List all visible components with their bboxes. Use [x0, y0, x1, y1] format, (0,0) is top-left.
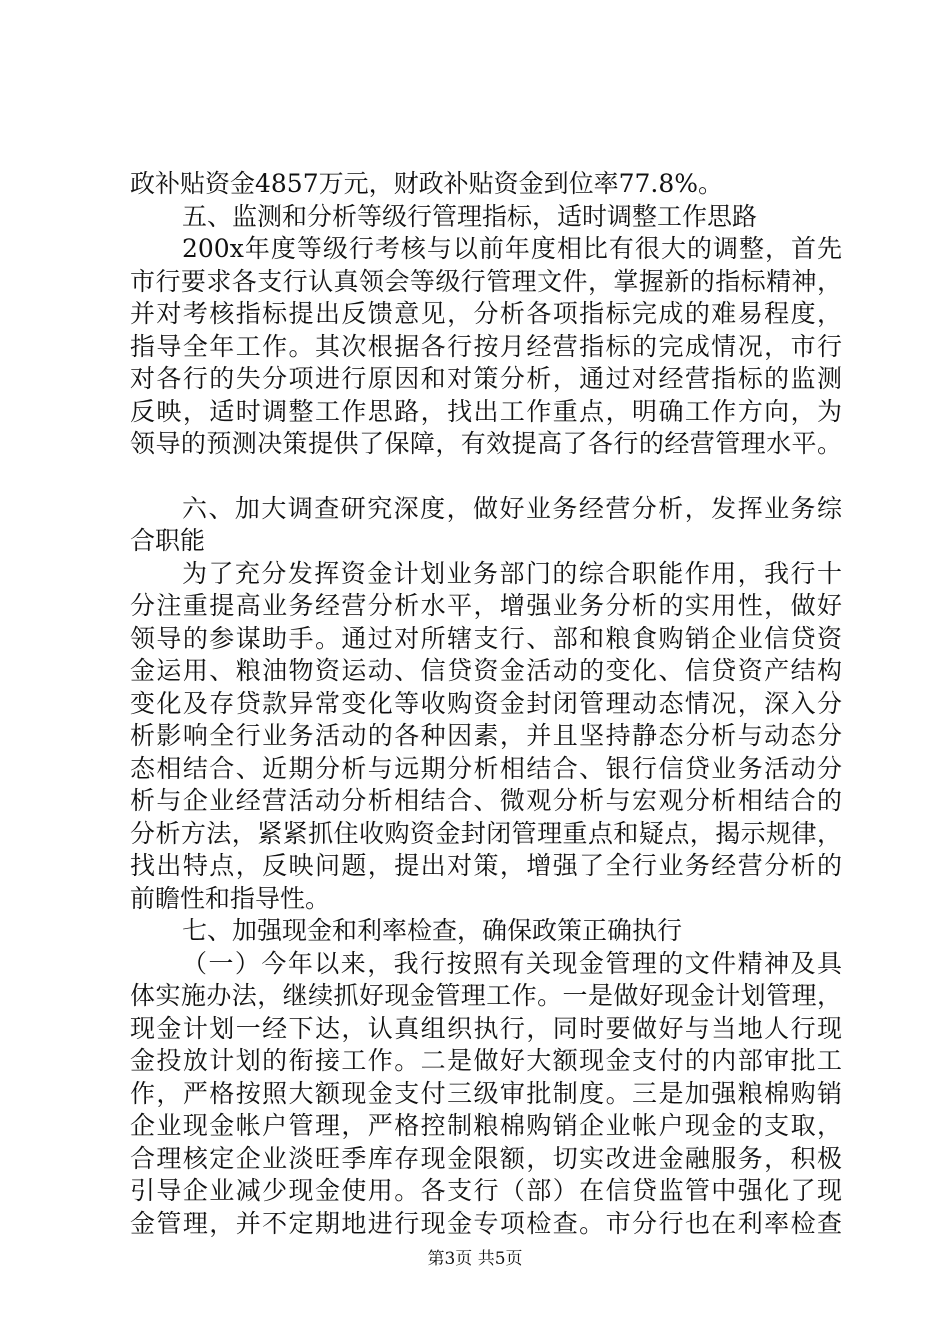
text-line: 分析方法，紧紧抓住收购资金封闭管理重点和疑点，揭示规律， — [130, 818, 842, 848]
text-line: 合理核定企业淡旺季库存现金限额，切实改进金融服务，积极 — [130, 1143, 842, 1173]
text-line: （一）今年以来，我行按照有关现金管理的文件精神及具 — [182, 948, 842, 978]
text-line: 变化及存贷款异常变化等收购资金封闭管理动态情况，深入分 — [130, 688, 842, 718]
text-line: 金运用、粮油物资运动、信贷资金活动的变化、信贷资产结构 — [130, 656, 842, 685]
text-line: 200x年度等级行考核与以前年度相比有很大的调整，首先 — [182, 234, 842, 263]
text-line: 现金计划一经下达，认真组织执行，同时要做好与当地人行现 — [130, 1013, 842, 1043]
text-line: 七、加强现金和利率检查，确保政策正确执行 — [182, 916, 683, 945]
text-line: 体实施办法，继续抓好现金管理工作。一是做好现金计划管理， — [130, 981, 842, 1010]
text-line: 五、监测和分析等级行管理指标，适时调整工作思路 — [182, 201, 758, 231]
text-line: 析影响全行业务活动的各种因素，并且坚持静态分析与动态分 — [130, 721, 842, 750]
document-body — [130, 168, 842, 1240]
text-line: 前瞻性和指导性。 — [130, 883, 331, 913]
text-line: 六、加大调查研究深度，做好业务经营分析，发挥业务综 — [182, 493, 842, 523]
text-line: 为了充分发挥资金计划业务部门的综合职能作用，我行十 — [182, 558, 842, 588]
text-line: 金管理，并不定期地进行现金专项检查。市分行也在利率检查 — [130, 1208, 842, 1238]
text-line: 市行要求各支行认真领会等级行管理文件，掌握新的指标精神， — [130, 266, 842, 296]
text-line: 领导的参谋助手。通过对所辖支行、部和粮食购销企业信贷资 — [130, 623, 842, 653]
text-line: 态相结合、近期分析与远期分析相结合、银行信贷业务活动分 — [130, 753, 842, 783]
text-line: 企业现金帐户管理，严格控制粮棉购销企业帐户现金的支取， — [130, 1111, 842, 1140]
text-line: 合职能 — [130, 526, 206, 555]
text-line: 金投放计划的衔接工作。二是做好大额现金支付的内部审批工 — [130, 1046, 842, 1075]
page-footer: 第3页 共5页 — [427, 1249, 523, 1269]
text-line: 领导的预测决策提供了保障，有效提高了各行的经营管理水平。 — [130, 429, 842, 458]
text-line: 找出特点，反映问题，提出对策，增强了全行业务经营分析的 — [130, 851, 842, 880]
text-line: 引导企业减少现金使用。各支行（部）在信贷监管中强化了现 — [130, 1176, 842, 1205]
paragraph-gap — [130, 461, 842, 493]
text-line: 析与企业经营活动分析相结合、微观分析与宏观分析相结合的 — [130, 786, 842, 815]
text-line: 分注重提高业务经营分析水平，增强业务分析的实用性，做好 — [130, 591, 842, 620]
text-line: 对各行的失分项进行原因和对策分析，通过对经营指标的监测 — [130, 364, 842, 393]
text-line: 反映，适时调整工作思路，找出工作重点，明确工作方向，为 — [130, 396, 842, 426]
text-line: 政补贴资金4857万元，财政补贴资金到位率77.8%。 — [130, 169, 724, 198]
text-line: 并对考核指标提出反馈意见，分析各项指标完成的难易程度， — [130, 299, 842, 328]
text-line: 指导全年工作。其次根据各行按月经营指标的完成情况，市行 — [130, 331, 842, 361]
text-line: 作，严格按照大额现金支付三级审批制度。三是加强粮棉购销 — [130, 1078, 842, 1108]
